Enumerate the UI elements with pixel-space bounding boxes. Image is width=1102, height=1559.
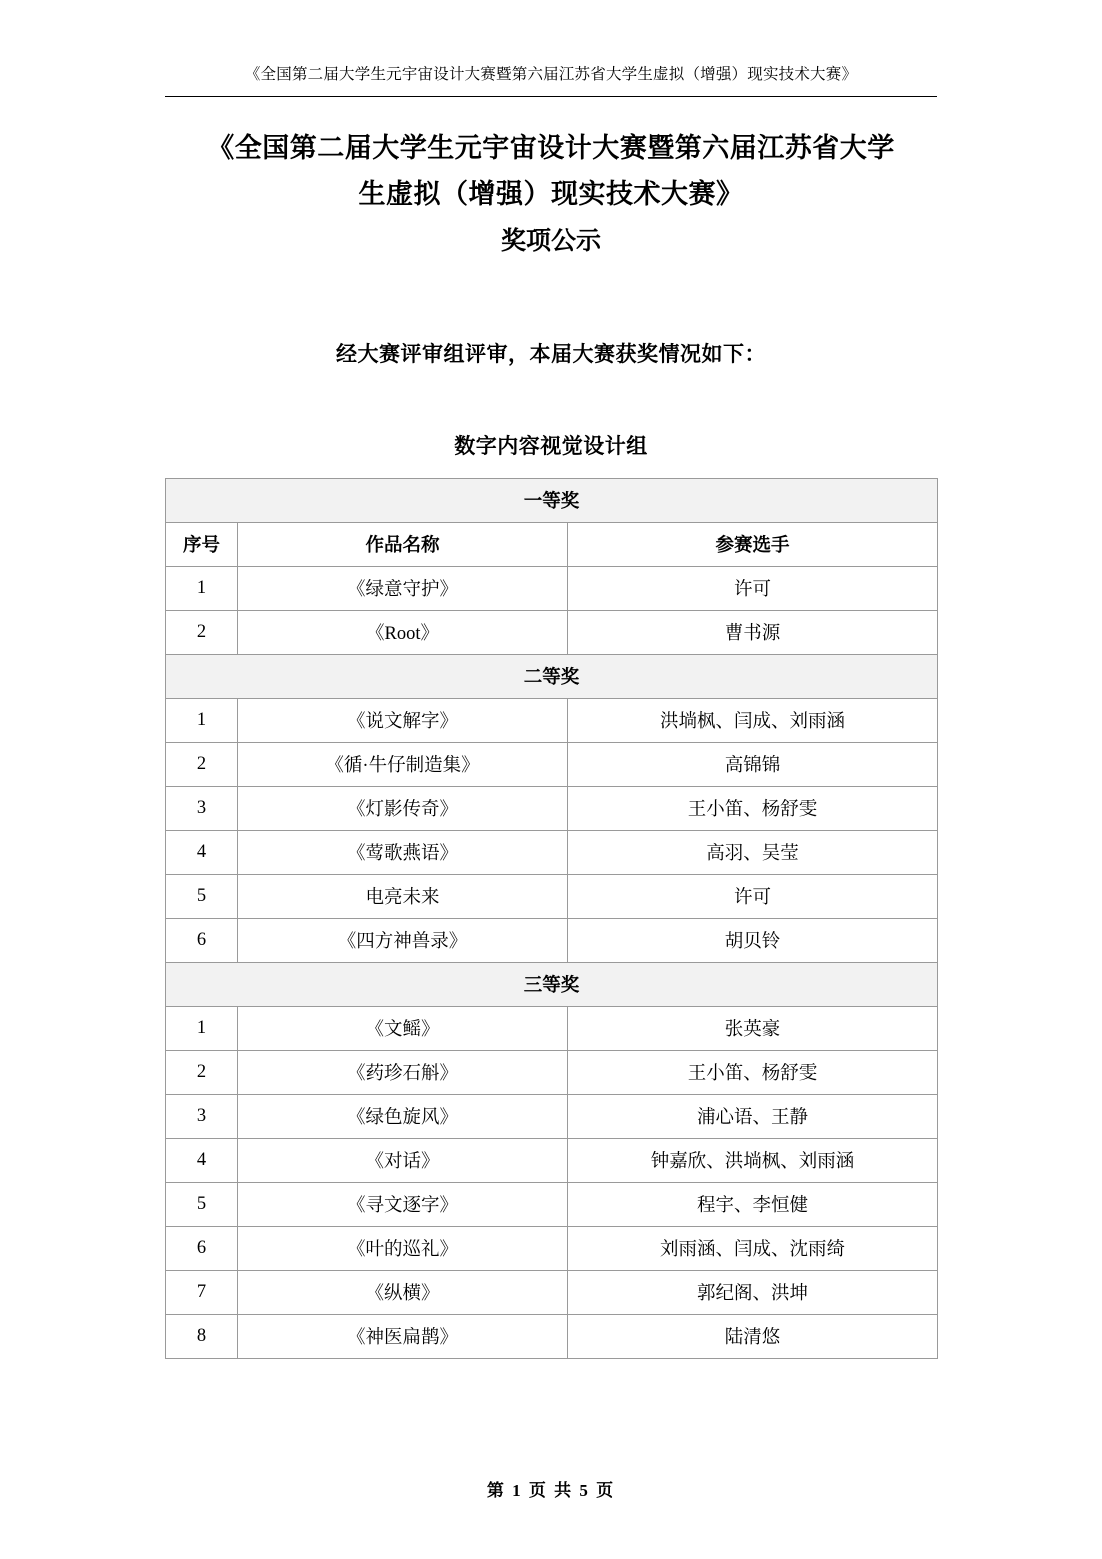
running-head: 《全国第二届大学生元宇宙设计大赛暨第六届江苏省大学生虚拟（增强）现实技术大赛》	[244, 66, 858, 83]
table-row	[166, 610, 938, 654]
column-header-person: 参赛选手	[568, 522, 938, 566]
award-band-row	[166, 962, 938, 1006]
page-title-line-1: 《全国第二届大学生元宇宙设计大赛暨第六届江苏省大学	[207, 133, 895, 163]
page-title	[165, 125, 937, 218]
cell-person: 钟嘉欣、洪埫枫、刘雨涵	[568, 1138, 938, 1182]
cell-index: 6	[166, 918, 238, 962]
table-row	[166, 1270, 938, 1314]
cell-index: 5	[166, 1182, 238, 1226]
cell-index: 1	[166, 1006, 238, 1050]
award-band-label: 三等奖	[166, 962, 938, 1006]
cell-person: 许可	[568, 566, 938, 610]
cell-index: 2	[166, 742, 238, 786]
cell-work: 《叶的巡礼》	[238, 1226, 568, 1270]
cell-index: 6	[166, 1226, 238, 1270]
table-row	[166, 1182, 938, 1226]
cell-person: 曹书源	[568, 610, 938, 654]
table-row	[166, 1006, 938, 1050]
table-row	[166, 698, 938, 742]
cell-work: 电亮未来	[238, 874, 568, 918]
award-band-row	[166, 654, 938, 698]
cell-work: 《药珍石斛》	[238, 1050, 568, 1094]
cell-person: 程宇、李恒健	[568, 1182, 938, 1226]
column-header-work: 作品名称	[238, 522, 568, 566]
cell-work: 《莺歌燕语》	[238, 830, 568, 874]
cell-work: 《说文解字》	[238, 698, 568, 742]
cell-work: 《绿意守护》	[238, 566, 568, 610]
cell-person: 高羽、吴莹	[568, 830, 938, 874]
cell-work: 《纵横》	[238, 1270, 568, 1314]
table-row	[166, 566, 938, 610]
award-table-body	[166, 478, 938, 1358]
cell-work: 《四方神兽录》	[238, 918, 568, 962]
table-row	[166, 1138, 938, 1182]
cell-index: 3	[166, 1094, 238, 1138]
cell-work: 《循·牛仔制造集》	[238, 742, 568, 786]
table-row	[166, 786, 938, 830]
column-header-row	[166, 522, 938, 566]
column-header-index: 序号	[166, 522, 238, 566]
cell-person: 王小笛、杨舒雯	[568, 1050, 938, 1094]
cell-index: 8	[166, 1314, 238, 1358]
group-title: 数字内容视觉设计组	[454, 433, 648, 458]
page-subtitle: 奖项公示	[500, 227, 601, 255]
table-row	[166, 1094, 938, 1138]
cell-work: 《对话》	[238, 1138, 568, 1182]
award-band-label: 一等奖	[166, 478, 938, 522]
intro-paragraph: 经大赛评审组评审，本届大赛获奖情况如下：	[336, 341, 766, 366]
cell-index: 2	[166, 1050, 238, 1094]
cell-person: 张英豪	[568, 1006, 938, 1050]
cell-index: 1	[166, 698, 238, 742]
award-band-label: 二等奖	[166, 654, 938, 698]
table-row	[166, 830, 938, 874]
award-band-row	[166, 478, 938, 522]
cell-person: 郭纪阁、洪坤	[568, 1270, 938, 1314]
header-divider	[165, 96, 937, 97]
table-row	[166, 1050, 938, 1094]
table-row	[166, 1314, 938, 1358]
cell-index: 2	[166, 610, 238, 654]
cell-index: 7	[166, 1270, 238, 1314]
cell-work: 《Root》	[238, 610, 568, 654]
award-table	[165, 478, 938, 1359]
cell-person: 高锦锦	[568, 742, 938, 786]
table-row	[166, 874, 938, 918]
cell-work: 《绿色旋风》	[238, 1094, 568, 1138]
cell-person: 刘雨涵、闫成、沈雨绮	[568, 1226, 938, 1270]
cell-work: 《文鳐》	[238, 1006, 568, 1050]
table-row	[166, 1226, 938, 1270]
cell-work: 《灯影传奇》	[238, 786, 568, 830]
page-footer: 第 1 页 共 5 页	[486, 1481, 616, 1500]
cell-person: 洪埫枫、闫成、刘雨涵	[568, 698, 938, 742]
table-row	[166, 742, 938, 786]
cell-index: 4	[166, 1138, 238, 1182]
page-title-line-2: 生虚拟（增强）现实技术大赛》	[358, 179, 744, 210]
cell-index: 1	[166, 566, 238, 610]
cell-person: 陆清悠	[568, 1314, 938, 1358]
cell-index: 5	[166, 874, 238, 918]
cell-person: 浦心语、王静	[568, 1094, 938, 1138]
cell-work: 《神医扁鹊》	[238, 1314, 568, 1358]
cell-person: 许可	[568, 874, 938, 918]
cell-work: 《寻文逐字》	[238, 1182, 568, 1226]
cell-person: 胡贝铃	[568, 918, 938, 962]
cell-index: 3	[166, 786, 238, 830]
cell-person: 王小笛、杨舒雯	[568, 786, 938, 830]
cell-index: 4	[166, 830, 238, 874]
table-row	[166, 918, 938, 962]
